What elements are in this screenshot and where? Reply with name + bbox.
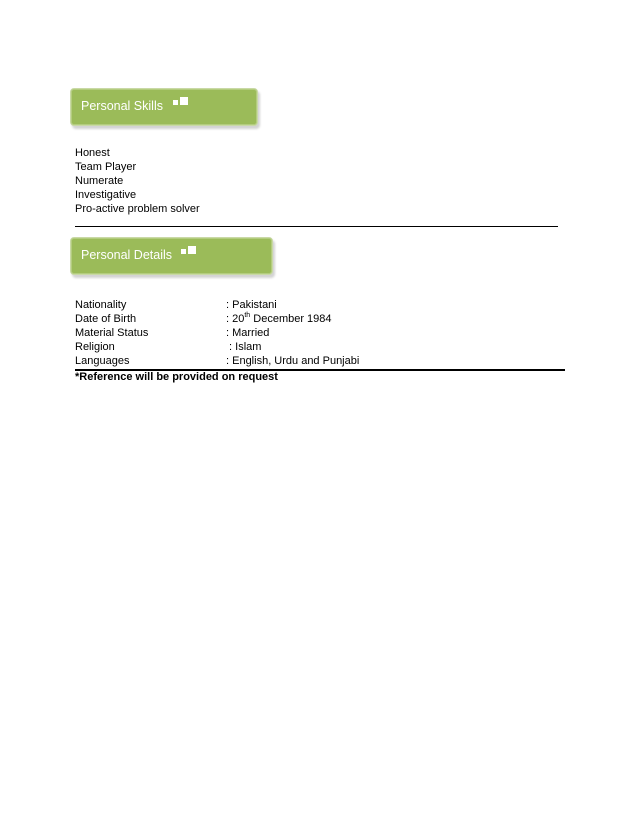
skill-item: Pro-active problem solver [75,203,200,215]
detail-value [226,312,332,326]
personal-details-banner [70,237,273,275]
detail-value: : Pakistani [226,299,277,311]
detail-value: : Married [226,327,270,339]
dob-day: : 20 [226,313,245,325]
skill-item: Numerate [75,175,124,187]
detail-label: Nationality [75,299,127,311]
skills-list [75,146,200,216]
big-square-shape [180,97,188,105]
personal-skills-heading: Personal Skills [81,99,163,113]
detail-label: Languages [75,355,130,367]
dob-month-year: December 1984 [250,313,332,325]
skill-item: Investigative [75,189,137,201]
small-square-shape [181,249,186,254]
detail-label: Material Status [75,327,149,339]
big-square-shape [188,246,196,254]
reference-note: *Reference will be provided on request [75,371,278,383]
detail-label: Date of Birth [75,313,137,325]
detail-value: : English, Urdu and Punjabi [226,355,360,367]
personal-details-heading: Personal Details [81,248,173,262]
detail-label: Religion [75,341,115,353]
detail-value: : Islam [226,341,262,353]
skill-item: Honest [75,147,110,159]
dob-ordinal-suffix: th [244,312,251,319]
skill-item: Team Player [75,161,137,173]
section-divider [75,226,558,227]
small-square-shape [173,100,178,105]
personal-skills-banner [70,88,258,126]
